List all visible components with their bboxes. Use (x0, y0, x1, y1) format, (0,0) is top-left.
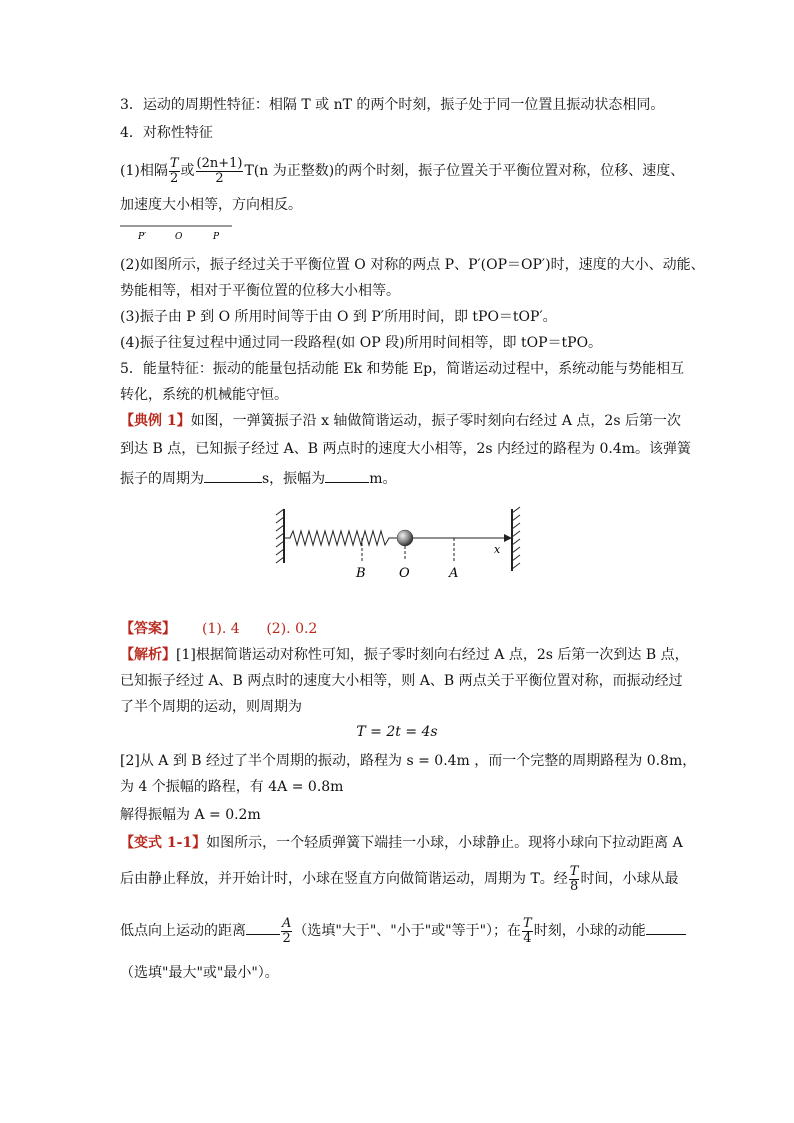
analysis-line6: 解得振幅为 A = 0.2m (120, 807, 261, 823)
text-span: 后由静止释放，并开始计时，小球在竖直方向做简谐运动，周期为 T。经 (120, 871, 568, 887)
example-1-line1 (120, 412, 681, 430)
text-span: 振子的周期为 (120, 471, 204, 487)
fraction-2n1-over-2: $\frac{(2n+1)}{2}$ (196, 155, 243, 186)
point-4-1-line (120, 156, 684, 186)
period-answer-blank (204, 468, 262, 483)
mini-axis-figure (120, 222, 240, 242)
text-span: m。 (369, 471, 397, 487)
mini-label-p: P (213, 232, 220, 242)
analysis-line1 (120, 646, 689, 664)
analysis-line5: 为 4 个振幅的路程，有 4A = 0.8m (120, 779, 344, 795)
mini-label-o: O (175, 232, 183, 242)
answer-tag: 【答案】 (120, 621, 176, 637)
fraction-a-over-2: $\frac{A}{2}$ (282, 915, 292, 946)
answer-text: (1). 4 (2). 0.2 (202, 621, 318, 637)
point-4-2-line2: 势能相等，相对于平衡位置的位移大小相等。 (120, 283, 400, 299)
right-wall (512, 507, 520, 571)
analysis-tag: 【解析】 (120, 647, 176, 663)
spring-oscillator-figure (266, 505, 526, 585)
kinetic-energy-answer-blank (646, 920, 686, 935)
analysis-line4: [2]从 A 到 B 经过了半个周期的振动，路程为 s = 0.4m ，而一个完整的周期路程为 0.8m， (120, 753, 697, 769)
point-4-2-line1: (2)如图所示，振子经过关于平衡位置 O 对称的两点 P、P′(OP＝OP′)时，速度的大小、动能、 (120, 257, 705, 273)
example-1-line2: 到达 B 点，已知振子经过 A、B 两点时的速度大小相等，2s 内经过的路程为 0.4m。该弹簧 (120, 441, 692, 457)
mini-label-p-prime: P′ (138, 232, 147, 242)
text-span: 时刻，小球的动能 (533, 923, 646, 939)
text-span: 如图，一弹簧振子沿 x 轴做简谐运动，振子零时刻向右经过 A 点，2s 后第一次 (190, 413, 681, 429)
variant-line4: （选填"最大"或"最小"）。 (120, 965, 279, 981)
label-b: B (356, 566, 366, 581)
label-a: A (449, 566, 459, 581)
oscillator-ball (397, 530, 413, 546)
fraction-t-over-8: $\frac{T}{8}$ (569, 863, 579, 894)
point-4-heading: 4．对称性特征 (120, 125, 213, 141)
variant-line1 (120, 834, 683, 852)
variant-line3 (120, 914, 686, 948)
period-equation: T = 2t = 4s (356, 724, 438, 740)
example-tag: 【典例 1】 (120, 413, 191, 429)
spring (284, 531, 397, 545)
point-3-periodicity: 3．运动的周期性特征：相隔 T 或 nT 的两个时刻，振子处于同一位置且振动状态相同。 (120, 97, 665, 113)
text-span: (1)相隔 (120, 163, 168, 179)
point-4-1-cont: 加速度大小相等，方向相反。 (120, 197, 302, 213)
text-span: s，振幅为 (262, 471, 326, 487)
left-wall (276, 509, 284, 563)
text-span: 或 (180, 163, 195, 179)
point-4-4: (4)振子往复过程中通过同一段路程(如 OP 段)所用时间相等，即 tOP＝tPO。 (120, 335, 603, 351)
answer-line (120, 620, 317, 638)
text-span: 时间，小球从最 (580, 871, 679, 887)
amplitude-answer-blank (325, 468, 369, 483)
text-span: 如图所示，一个轻质弹簧下端挂一小球，小球静止。现将小球向下拉动距离 A (206, 835, 683, 851)
variant-tag: 【变式 1-1】 (120, 835, 207, 851)
text-span: T(n 为正整数)的两个时刻，振子位置关于平衡位置对称，位移、速度、 (244, 163, 685, 179)
fraction-t-over-2: $\frac{T}{2}$ (169, 155, 179, 186)
analysis-line3: 了半个周期的运动，则周期为 (120, 699, 302, 715)
point-5-line1: 5．能量特征：振动的能量包括动能 Ek 和势能 Ep，简谐运动过程中，系统动能与势能相互 (120, 361, 685, 377)
fraction-t-over-4: $\frac{T}{4}$ (523, 915, 532, 946)
label-o: O (399, 566, 410, 581)
distance-answer-blank (246, 920, 280, 935)
text-span: 低点向上运动的距离 (120, 923, 246, 939)
point-4-3: (3)振子由 P 到 O 所用时间等于由 O 到 P′所用时间，即 tPO＝tOP′。 (120, 309, 557, 325)
x-axis-arrowhead (504, 534, 512, 542)
point-5-line2: 转化，系统的机械能守恒。 (120, 387, 288, 403)
example-1-line3 (120, 468, 396, 488)
text-span: （选填"大于"、"小于"或"等于"）；在 (293, 923, 522, 939)
text-span: [1]根据简谐运动对称性可知，振子零时刻向右经过 A 点，2s 后第一次到达 B 点， (176, 647, 689, 663)
analysis-line2: 已知振子经过 A、B 两点时的速度大小相等，则 A、B 两点关于平衡位置对称，而振动经过 (120, 673, 683, 689)
variant-line2 (120, 862, 678, 896)
label-x: x (494, 543, 501, 556)
